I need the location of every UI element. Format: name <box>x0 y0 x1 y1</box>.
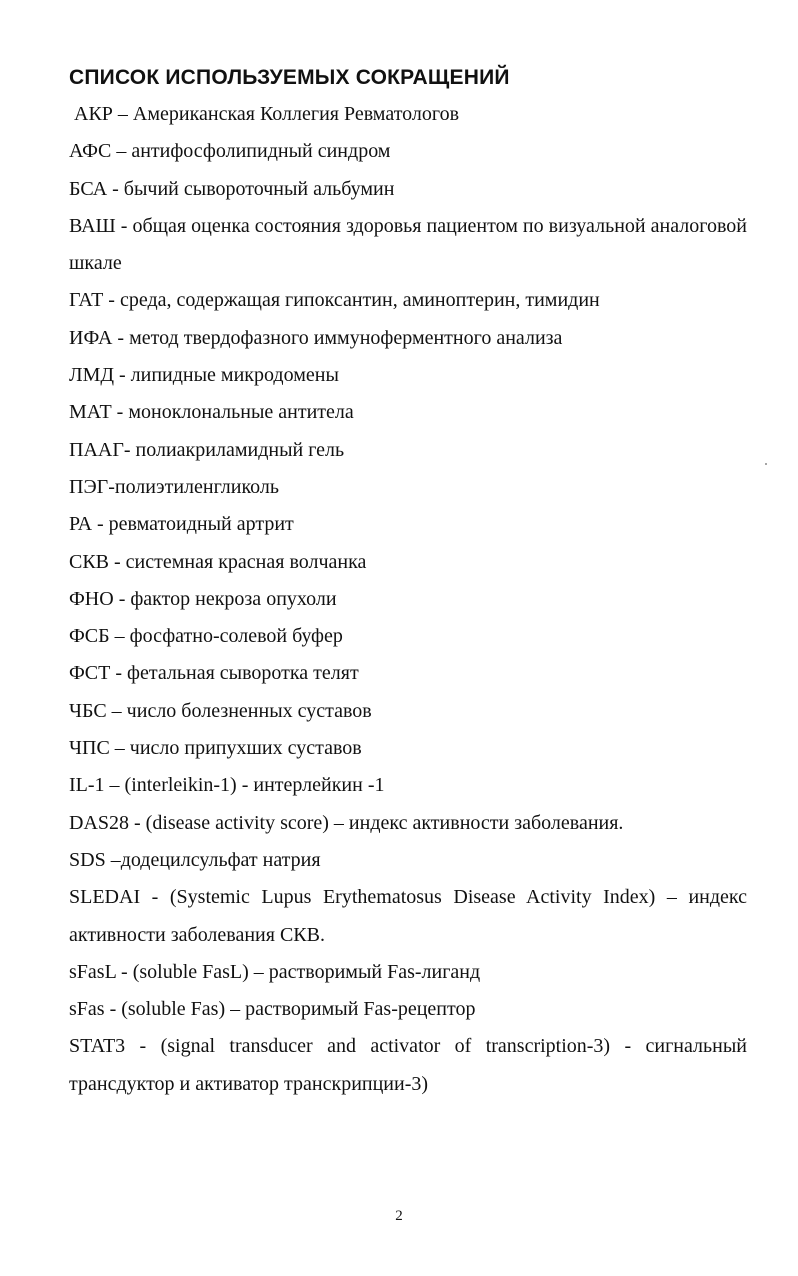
abbreviation-entry: ЛМД - липидные микродомены <box>69 364 339 387</box>
abbreviation-entry: DAS28 - (disease activity score) – индекс активности заболевания. <box>69 811 624 834</box>
abbreviation-entry: ФСТ - фетальная сыворотка телят <box>69 662 359 685</box>
abbreviation-entry: ЧБС – число болезненных суставов <box>69 699 372 722</box>
abbreviation-entry: ПЭГ-полиэтиленгликоль <box>69 475 279 498</box>
abbreviation-entry: БСА - бычий сывороточный альбумин <box>69 177 395 200</box>
abbreviation-entry: ПААГ- полиакриламидный гель <box>69 438 345 461</box>
abbreviation-entry: МАТ - моноклональные антитела <box>69 401 354 424</box>
abbreviation-entry: sFas - (soluble Fas) – растворимый Fas-рецептор <box>69 998 476 1021</box>
abbreviation-entry: СКВ - системная красная волчанка <box>69 550 367 573</box>
abbreviation-entry: АКР – Американская Коллегия Ревматологов <box>74 103 460 125</box>
abbreviation-entry: SDS –додецилсульфат натрия <box>69 848 321 871</box>
abbreviation-entry: ФСБ – фосфатно-солевой буфер <box>69 625 343 648</box>
abbreviation-entry: ВАШ - общая оценка состояния здоровья пациентом по визуальной аналоговой шкале <box>69 214 747 275</box>
abbreviation-list <box>69 96 747 1103</box>
abbreviation-entry: РА - ревматоидный артрит <box>69 513 294 536</box>
abbreviation-entry: STAT3 - (signal transducer and activator of transcription-3) - сигнальный трансдуктор и активатор транскрипции-3) <box>69 1035 747 1095</box>
abbreviation-entry: АФС – антифосфолипидный синдром <box>69 140 391 163</box>
scan-speck <box>765 463 767 465</box>
abbreviation-entry: ИФА - метод твердофазного иммуноферментного анализа <box>69 326 563 349</box>
page-title: СПИСОК ИСПОЛЬЗУЕМЫХ СОКРАЩЕНИЙ <box>69 66 510 89</box>
abbreviation-entry: ФНО - фактор некроза опухоли <box>69 587 337 610</box>
abbreviation-entry: ЧПС – число припухших суставов <box>69 737 362 760</box>
abbreviation-entry: sFasL - (soluble FasL) – растворимый Fas-лиганд <box>69 960 481 983</box>
page-number: 2 <box>395 1208 403 1224</box>
abbreviation-entry: ГАТ - среда, содержащая гипоксантин, аминоптерин, тимидин <box>69 289 600 312</box>
abbreviation-entry: IL-1 – (interleikin-1) - интерлейкин -1 <box>69 774 385 797</box>
abbreviation-entry: SLEDAI - (Systemic Lupus Erythematosus Disease Activity Index) – индекс активности заболевания СКВ. <box>69 886 747 946</box>
